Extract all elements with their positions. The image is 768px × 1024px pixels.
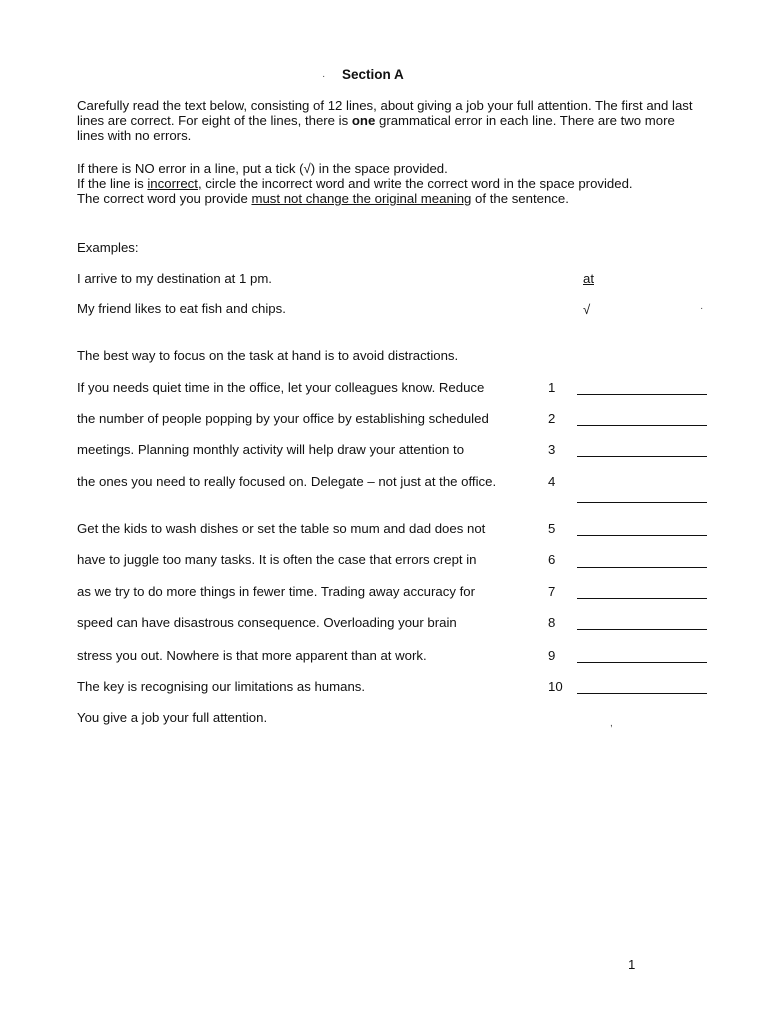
line-number-6: 6 <box>548 552 556 567</box>
line-number-10: 10 <box>548 679 563 694</box>
passage-last-line: You give a job your full attention. <box>77 710 268 725</box>
answer-blank-10[interactable] <box>577 693 707 694</box>
rule-meaning-start: The correct word you provide <box>77 191 252 206</box>
rule-meaning-end: of the sentence. <box>471 191 569 206</box>
rule-incorrect-start: If the line is <box>77 176 148 191</box>
example-sentence-1: I arrive to my destination at 1 pm. <box>77 271 272 286</box>
speck-mark: · <box>700 303 704 314</box>
line-number-7: 7 <box>548 584 556 599</box>
passage-line-10: The key is recognising our limitations as humans. <box>77 679 366 694</box>
rule-tick: If there is NO error in a line, put a tick (√) in the space provided. <box>77 161 448 176</box>
speck-mark: · <box>322 71 326 82</box>
example-answer-1: at <box>583 271 594 286</box>
intro-text-end: grammatical error in each line. There are two more lines with no errors. <box>77 113 675 143</box>
passage-first-line: The best way to focus on the task at hand is to avoid distractions. <box>77 348 459 363</box>
rule-meaning-underlined: must not change the original meaning <box>251 191 472 206</box>
answer-blank-5[interactable] <box>577 535 707 536</box>
answer-blank-7[interactable] <box>577 598 707 599</box>
line-number-8: 8 <box>548 615 556 630</box>
answer-blank-8[interactable] <box>577 629 707 630</box>
intro-bold-word: one <box>351 113 376 128</box>
section-title: Section A <box>342 67 404 82</box>
example-answer-2-tick-icon: √ <box>583 302 591 317</box>
answer-blank-9[interactable] <box>577 662 707 663</box>
page-number: 1 <box>628 957 636 972</box>
passage-line-3: meetings. Planning monthly activity will help draw your attention to <box>77 442 465 457</box>
passage-line-6: have to juggle too many tasks. It is often the case that errors crept in <box>77 552 477 567</box>
passage-line-1: If you needs quiet time in the office, let your colleagues know. Reduce <box>77 380 485 395</box>
line-number-2: 2 <box>548 411 556 426</box>
line-number-4: 4 <box>548 474 556 489</box>
answer-blank-6[interactable] <box>577 567 707 568</box>
passage-line-4: the ones you need to really focused on. Delegate – not just at the office. <box>77 474 497 489</box>
line-number-3: 3 <box>548 442 556 457</box>
answer-blank-4[interactable] <box>577 502 707 503</box>
rule-incorrect-end: circle the incorrect word and write the correct word in the space provided. <box>201 176 633 191</box>
line-number-1: 1 <box>548 380 556 395</box>
intro-paragraph <box>77 98 697 143</box>
line-number-5: 5 <box>548 521 556 536</box>
rule-incorrect-underlined: incorrect, <box>147 176 202 191</box>
intro-text-start: Carefully read the text below, consisting of 12 lines, about giving a job your full attention. The first and last lines are correct. For eight of the lines, there is <box>77 98 693 128</box>
answer-blank-3[interactable] <box>577 456 707 457</box>
example-sentence-2: My friend likes to eat fish and chips. <box>77 301 286 316</box>
answer-blank-2[interactable] <box>577 425 707 426</box>
passage-line-2: the number of people popping by your office by establishing scheduled <box>77 411 489 426</box>
speck-mark: , <box>610 718 613 729</box>
answer-blank-1[interactable] <box>577 394 707 395</box>
rules-paragraph <box>77 161 697 206</box>
passage-line-8: speed can have disastrous consequence. Overloading your brain <box>77 615 457 630</box>
passage-line-5: Get the kids to wash dishes or set the table so mum and dad does not <box>77 521 486 536</box>
passage-line-7: as we try to do more things in fewer time. Trading away accuracy for <box>77 584 475 599</box>
line-number-9: 9 <box>548 648 556 663</box>
passage-line-9: stress you out. Nowhere is that more apparent than at work. <box>77 648 427 663</box>
examples-label: Examples: <box>77 240 139 255</box>
